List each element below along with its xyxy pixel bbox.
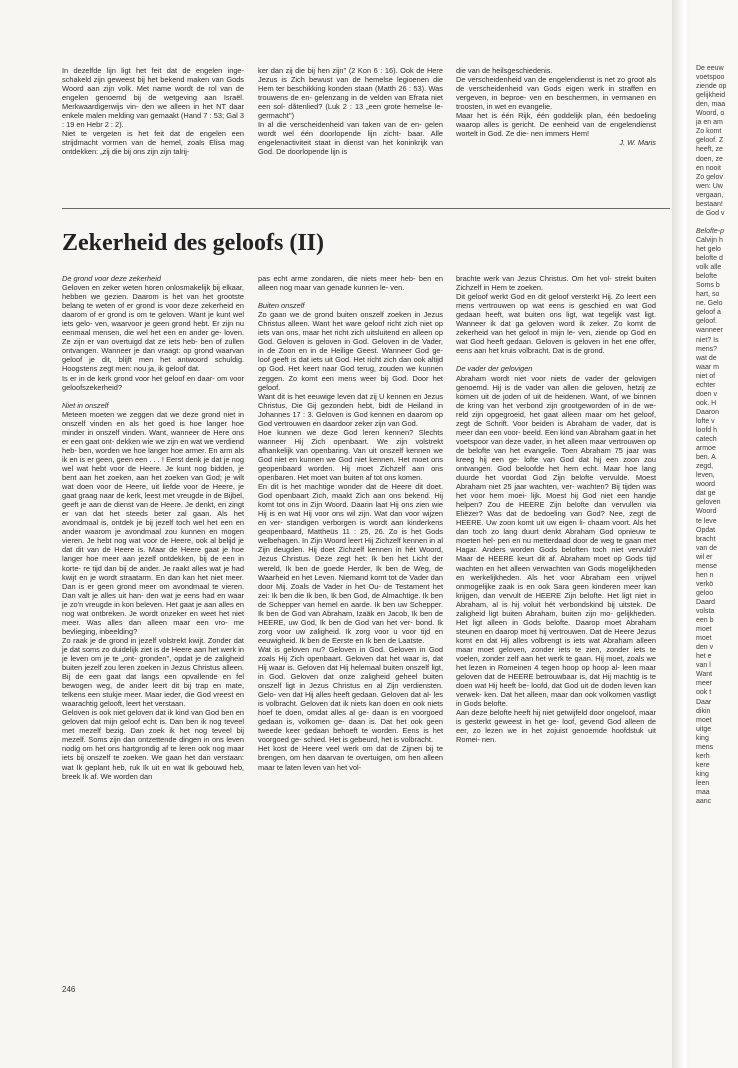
author-signature: J. W. Maris: [619, 138, 656, 148]
facing-page-edge: [690, 0, 738, 1068]
facing-page-line: Woord, o: [696, 110, 725, 118]
facing-page-line: geloven: [696, 499, 721, 507]
facing-page-line: en nooit: [696, 164, 721, 172]
facing-page-line: verkö: [696, 580, 714, 588]
facing-page-line: Opdat: [696, 526, 716, 534]
previous-article-column-3: [456, 66, 656, 147]
facing-page-line: geloof.: [696, 318, 718, 326]
binding-gutter: [672, 0, 690, 1068]
facing-page-line: wen: Uw: [696, 182, 723, 190]
facing-page-line: Zo gelov: [696, 173, 723, 181]
facing-page-line: wat de: [696, 354, 717, 362]
paragraph: die van de heilsgeschiedenis.: [456, 66, 553, 75]
facing-page-line: Woord: [696, 508, 717, 516]
facing-page-line: leven,: [696, 472, 715, 480]
facing-page-line: geloof a: [696, 309, 721, 317]
facing-page-line: belofte d: [696, 255, 723, 263]
paragraph: Zo raak je de grond in jezelf volstrekt kwijt. Zonder dat je dat soms zo duidelijk ziet is de Heere aan het werk in je leven om je te „ont- gronden'', opdat je de zaligheid buiten jezelf zou leren zoeken in Jezus Christus alleen. Bij de een gaat dat langs een opvallende en fel bewogen weg, de ander leert dit bij trap en mate, telkens een stukje meer. Maar ieder, die God vreest en waarachtig gelooft, leert het verstaan.: [62, 635, 244, 709]
section-subheading: Buiten onszelf: [258, 301, 305, 311]
paragraph: In dezelfde lijn ligt het feit dat de engelen inge- schakeld zijn geweest bij het bekend maken van Gods Woord aan zijn volk. Met name wordt de rol van de engelen genoemd bij de wetgeving aan Israël. Merkwaardigerwijs vin- den we alleen in het NT daar enkele malen melding van gemaakt (Hand 7 : 53; Gal 3 : 19 en Hebr 2 : 2).: [62, 66, 244, 130]
facing-page-line: belofte: [696, 273, 718, 281]
facing-page-line: niet of: [696, 372, 716, 380]
section-divider: [62, 208, 670, 209]
facing-page-line: den v: [696, 644, 714, 652]
facing-page-line: echter: [696, 381, 716, 389]
paragraph: In al die verscheidenheid van taken van de en- gelen wordt wel één doorlopende lijn zicht- baar. Alle engelenactiviteit staat in dienst van het koninkrijk van God. De doorlopende lijn is: [258, 120, 443, 157]
facing-page-line: Belofte-p: [696, 227, 725, 235]
paragraph: Zo gaan we de grond buiten onszelf zoeken in Jezus Christus alleen. Want het ware geloof richt zich niet op iets van ons, maar het richt zich uitsluitend en alleen op God. Geloven is geloven in God. Geloven in de Vader, in de Zoon en in de Heilige Geest. Wanneer God ge- loof geeft is dat iets uit God. Het richt zich dan ook altijd op God. Het keert naar God terug, zouden we kunnen zeggen. Zo komt een mens weer bij God. Door het geloof.: [258, 310, 443, 392]
facing-page-line: aanc: [696, 798, 712, 806]
facing-page-line: kere: [696, 761, 710, 769]
paragraph: Aan deze belofte heeft hij niet getwijfeld door ongeloof, maar is gesterkt geweest in het ge- loof, gevend God alleen de eer, zo lezen we in het zojuist genoemde hoofdstuk uit Romei- nen.: [456, 708, 656, 745]
previous-article-column-2: [258, 66, 443, 156]
facing-page-line: van de: [696, 544, 718, 552]
facing-page-line: gelijkheid: [696, 92, 726, 100]
paragraph: Maar het is één Rijk, één goddelijk plan, één bedoeling waarop alles is gericht. De eenheid van de engelendienst wortelt in God. Ze die- nen immers Hem!: [456, 111, 656, 139]
facing-page-line: het gelo: [696, 246, 721, 253]
section-subheading: De grond voor deze zekerheid: [62, 274, 162, 283]
facing-page-line: wil er: [696, 553, 713, 561]
facing-page-line: bracht: [696, 535, 716, 543]
facing-page-line: lofte v: [696, 417, 715, 425]
facing-page-line: bestaan!: [696, 200, 723, 208]
paragraph: Wat is geloven nu? Geloven in God. Geloven in God zoals Hij Zich openbaart. Geloven dat het waar is, dat Hij waar is. Geloven dat Hij helemaal buiten onszelf ligt, in God. Geloven dat onze zaligheid geheel buiten onszelf ligt in Jezus Christus en al Zijn verdiensten. Gelo- ven dat Hij alles heeft gedaan. Geloven dat al- les is volbracht. Geloven dat ik niets kan doen en ook niets hoef te doen, omdat alles al ge- daan is en voorgoed gedaan is, volkomen ge- daan is. Dat het ook geen tweede keer gedaan behoeft te worden. Eens is het voorgoed ge- schied. Het is gebeurd, het is volbracht.: [258, 644, 443, 745]
facing-page-line: volsta: [696, 608, 715, 615]
facing-page-line: heeft, ze: [696, 146, 723, 154]
facing-page-line: een b: [696, 617, 714, 625]
facing-page-line: mens: [696, 743, 714, 751]
facing-page-line: doen v: [696, 390, 718, 398]
facing-page-line: ja en am: [696, 119, 723, 127]
article-title: Zekerheid des geloofs (II): [62, 230, 324, 256]
facing-page-line: woord: [696, 481, 716, 489]
facing-page-line: De eeuw: [696, 65, 724, 72]
facing-page-line: den, maa: [696, 101, 726, 109]
facing-page-line: Soms b: [696, 282, 720, 290]
facing-page-line: kerh: [696, 752, 710, 760]
facing-page-line: waar m: [696, 363, 719, 371]
page-number: 246: [62, 985, 76, 994]
facing-page-line: dikin: [696, 707, 711, 715]
facing-page-line: loofd h: [696, 427, 718, 434]
paragraph: Abraham wordt niet voor niets de vader der gelovigen genoemd. Hij is de vader van allen die geloven, hetzij ze komen uit de joden of uit de heidenen. Want, of we binnen de kring van het verbond zijn grootgeworden of in de we- reld zijn opgegroeid, het gaat alleen maar om het geloof, zegt de Schrift. Voor beiden is Abraham de vader, dat is meer dan een voor- beeld. Een kind van Abraham gaat in het voetspoor van deze vader, in het alleen maar vertrouwen op de belofte van het evangelie. Toen Abraham 75 jaar was kreeg hij een ge- lofte van God dat hij een zoon zou ontvangen. God beloofde het hem echt. Maar hoe lang duurde het voordat God Zijn belofte vervulde. Moest Abraham niet 25 jaar wachten, ver- wachten? Bij tijden was het voor hem moei- lijk. Moest hij God niet een handje helpen? Zou de HEERE Zijn belofte dan vervullen via Eliëzer? Was dat de bedoeling van God? Nee, zegt de HEERE. Uw zoon komt uit uw eigen li- chaam voort. Als het dan toch zo lang duurt denkt Abraham God opnieuw te moeten hel- pen en nu metterdaad door de weg te gaan met Hagar. Anders worden Gods beloften toch niet vervuld? Maar de HEERE keurt dit af. Abraham moet op Gods tijd wachten en het alleen verwachten van Gods mogelijkheden en werkelijkheden. Als het voor Abraham een vrijwel onmogelijke zaak is en ook Sara geen kinderen meer kan krijgen, dan vervult de HEERE Zijn belofte. Het ligt niet in Abraham, al is hij voluit hét verbondskind bij uitstek. De zaligheid ligt buiten Abraham, buiten zijn mo- gelijkheden. Het ligt alleen in Gods belofte. Daarop moet Abraham steunen en daarop moet hij vertrouwen. Dat de Heere Jezus komt en dat Hij alles volbrengt is iets wat Abraham alleen maar moet geloven, zonder iets te zien, zonder iets te voelen, zonder zelf aan het werk te gaan. Hij moet, zoals we het lezen in Romeinen 4 tegen hoop op hoop al- leen maar geloven dat de HEERE betrouwbaar is, dat Hij machtig is te doen wat Hij heeft be- loofd, dat God uit de doden leven kan verwek- ken. Dat het alleen, maar dan ook volkomen vastligt in Gods belofte.: [456, 373, 656, 709]
paragraph: Is er in de kerk grond voor het geloof en daar- om voor geloofszekerheid?: [62, 373, 244, 392]
previous-article-column-1: [62, 66, 244, 156]
facing-page-line: ben. A: [696, 454, 716, 462]
article-column-3: [456, 274, 656, 744]
facing-page-line: mense: [696, 562, 718, 570]
article-column-2: [258, 274, 443, 772]
paragraph: Hoe kunnen we deze God leren kennen? Slechts wanneer Hij Zich openbaart. We zijn volstrekt afhankelijk van openbaring. Van uit onszelf kennen we God niet en kunnen we God niet kennen. Het moet ons geopenbaard worden. Hij moet Zichzelf aan ons openbaren. Het moet van buiten af tot ons komen.: [258, 427, 443, 483]
paragraph: Want dit is het eeuwige leven dat zij U kennen en Jezus Christus, Die Gij gezonden hebt, bidt de Heiland in Johannes 17 : 3. Geloven is God kennen en daarom op God vertrouwen en daardoor zeker zijn van God.: [258, 391, 443, 428]
facing-page-line: geloo: [696, 589, 714, 597]
facing-page-line: leen: [696, 779, 710, 787]
facing-page-line: mens?: [696, 345, 718, 353]
facing-page-line: doen, ze: [696, 155, 723, 163]
facing-page-line: ne. Gelo: [696, 300, 723, 308]
facing-page-line: dat ge: [696, 490, 716, 498]
paragraph: Geloven is ook niet geloven dat ik kind van God ben en geloven dat mijn geloof echt is. Dan ben ik nog teveel met mezelf bezig. Dan zoek ik het nog teveel bij mezelf. Soms zijn dan ontzettende dingen in ons leven nodig om het ons hartgrondig af te leren ook nog maar iets bij onszelf te zoeken. We gaan het dan verstaan: wat Ik geplant heb, ruk Ik uit en wat Ik gebouwd heb, breek Ik af. We worden dan: [62, 708, 244, 781]
facing-page-line: wanneer: [696, 327, 723, 335]
facing-page-line: ziende op: [696, 83, 727, 91]
facing-page-line: armoe: [696, 445, 716, 453]
paragraph: Niet te vergeten is het feit dat de engelen een strijdmacht vormen van de hemel, zoals Elisa mag ontdekken: „zij die bij ons zijn zijn talrij-: [62, 129, 244, 157]
paragraph: Meteen moeten we zeggen dat we deze grond niet in onszelf vinden en als het goed is hoe langer hoe minder in onszelf vinden. Want, wanneer de Here ons er een gaat ont- dekken wie we zijn en wat we verdiend heb- ben, worden we hoe langer hoe armer. En arm als ik en is er geen, geen een . . . ! Eerst denk je dat je nog wel wat hebt voor de Heere. Je kunt nog bidden, je bent aan het zoeken, aan het zoeken van God; je wilt wat doen voor de Heere, uit liefde voor de Heere, je gaat graag naar de kerk, leest met vreugde in de Bijbel, geeft je aan de dienst van de Heere. Je denkt, en zingt er van dat het steeds beter zal gaan. Als het avondmaal is, ontdek je bij jezelf toch wel het een en ander waarom je avondmaal zou kunnen en mogen vieren. Je hebt nog wat voor de Heere, ook al belijd je dat dit van de Heere is. Maar de Heere gaat je hoe langer hoe meer aan jezelf ontdekken, bij de een in korte- re tijd dan bij de ander. Je raakt alles wat je had kwijt en je wordt straatarm. En dan kan het niet meer. Dan is er geen grond meer om avondmaal te vieren. Dan valt je alles uit han- den wat je eens had en waar je zo'n vreugde in kon beleven. Het gaat je aan alles en nog wat ontbreken. Je wordt onzeker en weet het niet meer. Was alles dan alleen maar een vro- me bevlieging, inbeelding?: [62, 409, 244, 636]
facing-page-line: hart, so: [696, 291, 720, 299]
facing-page-line: Calvijn h: [696, 236, 723, 244]
facing-page-line: geloof. Z: [696, 137, 724, 145]
facing-page-line: voetspoo: [696, 74, 725, 82]
facing-page-line: king: [696, 734, 709, 742]
facing-page-line: king: [696, 770, 709, 778]
facing-page-line: catech: [696, 436, 717, 444]
facing-page-line: ook. H: [696, 399, 717, 407]
section-subheading: Niet in onszelf: [62, 400, 109, 410]
paragraph: Het kost de Heere veel werk om dat de Zijnen bij te brengen, om hen daarvan te overtuigen, om hen alleen maar te laten leven van het vol-: [258, 744, 443, 772]
paragraph: brachte werk van Jezus Christus. Om het vol- strekt buiten Zichzelf in Hem te zoeken.: [456, 274, 656, 293]
facing-page-line: te leve: [696, 517, 717, 525]
paragraph: De verscheidenheid van de engelendienst is net zo groot als de verscheidenheid van Gods eigen werk in straffen en vergeven, in beproe- ven en beschermen, in vermanen en troosten, in wet en evangelie.: [456, 75, 656, 112]
paragraph: Dit geloof werkt God en dit geloof versterkt Hij. Zo leert een mens vertrouwen op wat eens is geschied en wat God gedaan heeft, wat buiten ons ligt, wat tegelijk vast ligt. Wanneer ik dat ga geloven word ik zeker. Zo komt de zekerheid van het geloof in mijn le- ven, ziende op God en wat God heeft gedaan. Geloven is geloven in het ene offer, eens aan het kruis volbracht. Dat is de grond.: [456, 292, 656, 356]
facing-page-line: het e: [696, 653, 712, 661]
facing-page-line: uitge: [696, 725, 712, 733]
facing-page-line: moet: [696, 626, 712, 634]
facing-page-line: ook t: [696, 689, 712, 697]
article-column-1: [62, 274, 244, 781]
paragraph: En dit is het machtige wonder dat de Heere dit doet. God openbaart Zich, maakt Zich aan ons bekend. Hij komt tot ons in Zijn Woord. Daarin laat Hij ons zien wie Hij is en wat Hij voor ons wil zijn. Wat dan voor wijzen en ver- standigen verborgen is wordt aan kinderkens geopenbaard, Mattheüs 11 : 25, 26. Zo is het Gods welbehagen. In Zijn Woord leert Hij Zichzelf kennen in al Zijn deugden. Hij doet Zichzelf kennen in hét Woord, Jezus Christus. Deze zegt het: Ik ben het Licht der wereld, Ik ben de goede Herder, Ik ben de Weg, de Waarheid en het Leven. Niemand komt tot de Vader dan door Mij. Zoals de Vader in het Ou- de Testament het zei: Ik ben die Ik ben, Ik ben God, de Almachtige. Ik ben de Schepper van hemel en aarde. Ik ben uw Schepper. Ik ben de God van Abraham, Izaäk en Jacob, Ik ben de HEERE, uw God, Ik ben de God van het ver- bond. Ik zorg voor uw zaligheid. Ik zorg voor u voor tijd en eeuwigheid. Ik ben de Eerste en Ik ben de Laatste.: [258, 482, 443, 645]
facing-page-line: vergaan,: [696, 191, 724, 199]
facing-page-line: volk alle: [696, 264, 722, 272]
facing-page-line: maa: [696, 789, 710, 796]
facing-page-line: van l: [696, 662, 711, 670]
facing-page-line: Daar: [696, 698, 712, 706]
facing-page-line: meer: [696, 680, 712, 688]
facing-page-line: Zo komt: [696, 128, 722, 136]
paragraph: pas echt arme zondaren, die niets meer heb- ben en alleen nog maar van genade kunnen le- ven.: [258, 274, 443, 293]
facing-page-line: niet? Is: [696, 336, 719, 344]
paragraph: Geloven en zeker weten horen onlosmakelijk bij elkaar, hebben we gezien. Daarom is het van het grootste belang te weten of er grond is voor deze zekerheid en daarom of er grond is om te geloven. Want je kunt wel iets gelo- ven, waarvoor je geen grond hebt. Er zijn nu eenmaal mensen, die wel het een en ander ge- loven. Ze zijn er van overtuigd dat ze iets heb- ben of zullen ontvangen. Wanneer je dan vraagt: op grond waarvan geloof je dit, blijft men het antwoord schuldig. Hoogstens zegt men: nou ja, ik geloof dat.: [62, 283, 244, 374]
facing-page-line: Daard: [696, 598, 716, 606]
section-subheading: De vader der gelovigen: [456, 364, 533, 374]
facing-page-line: zegd,: [696, 463, 714, 471]
facing-page-line: Want: [696, 671, 713, 679]
facing-page-line: de God v: [696, 209, 725, 217]
facing-page-line: moet: [696, 716, 712, 724]
facing-page-line: hen n: [696, 571, 714, 579]
paragraph: ker dan zij die bij hen zijn'' (2 Kon 6 : 16). Ook de Here Jezus is Zich bewust van de hemelse legioenen die Hem ter beschikking konden staan (Matth 26 : 53). Was trouwens de en- gelenzang in de velden van Efrata niet een sol- dătenlied? (Luk 2 : 13 „een grote hemelse le- germacht''): [258, 66, 443, 121]
facing-page-line: moet: [696, 635, 712, 643]
facing-page-line: Daaron: [696, 408, 719, 416]
